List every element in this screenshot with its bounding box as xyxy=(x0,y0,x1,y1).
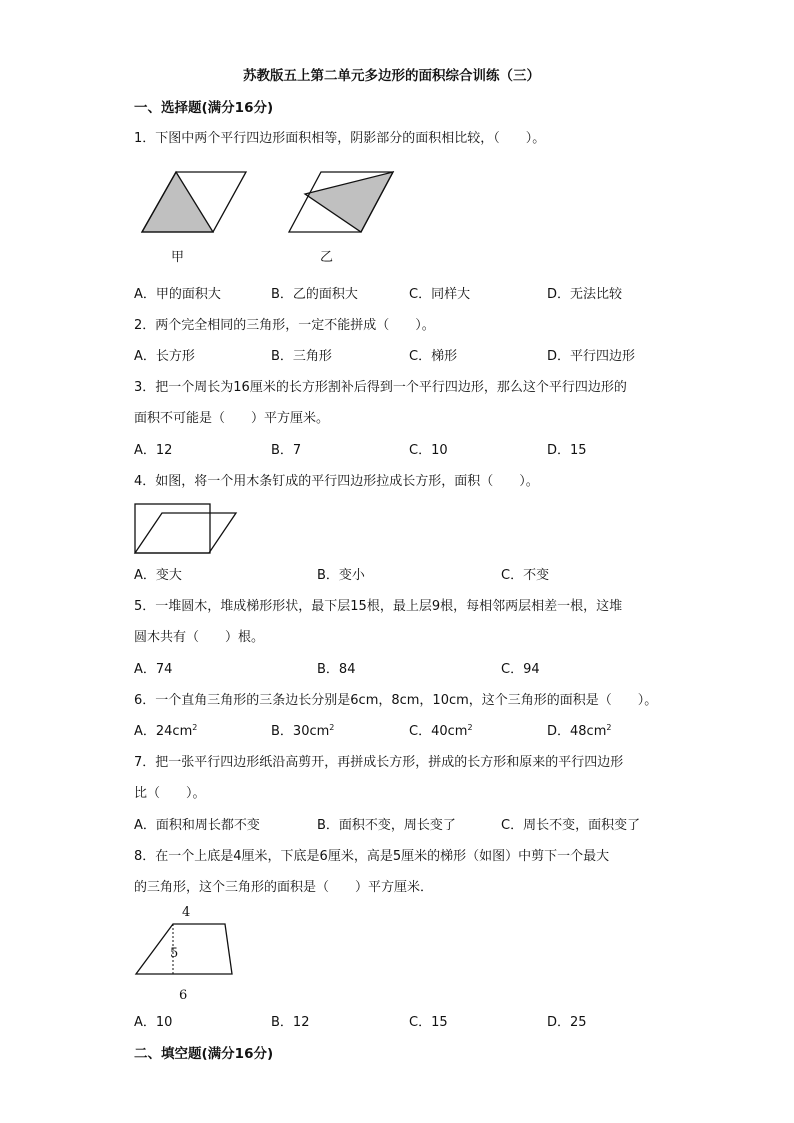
q1-a-shaded-triangle xyxy=(142,172,213,232)
q2-option-a[interactable]: A．长方形 xyxy=(134,349,195,364)
q1-figure-a xyxy=(140,170,250,236)
q4-rectangle xyxy=(135,504,210,553)
q6-option-c[interactable]: C．$40cm^2$ xyxy=(409,723,473,739)
q8-option-b[interactable]: B．12 xyxy=(271,1015,310,1030)
q8-figure-height-label: 5 xyxy=(170,946,179,961)
page-title: 苏教版五上第二单元多边形的面积综合训练（三） xyxy=(243,68,540,84)
section-heading-choice: 一、选择题(满分16分) xyxy=(134,100,274,116)
q3-stem-line1: 3．把一个周长为16厘米的长方形割补后得到一个平行四边形，那么这个平行四边形的 xyxy=(134,380,627,395)
q1-stem: 1．下图中两个平行四边形面积相等，阴影部分的面积相比较，（ ）。 xyxy=(134,131,546,146)
q7-option-a[interactable]: A．面积和周长都不变 xyxy=(134,818,260,833)
q5-stem-line1: 5．一堆圆木，堆成梯形形状，最下层15根，最上层9根，每相邻两层相差一根，这堆 xyxy=(134,599,623,614)
q6-option-d[interactable]: D．$48cm^2$ xyxy=(547,723,612,739)
section-heading-fill-in: 二、填空题(满分16分) xyxy=(134,1046,274,1062)
q1-option-a[interactable]: A．甲的面积大 xyxy=(134,287,221,302)
q4-stem: 4．如图，将一个用木条钉成的平行四边形拉成长方形，面积（ ）。 xyxy=(134,474,539,489)
q6-stem: 6．一个直角三角形的三条边长分别是6cm，8cm，10cm，这个三角形的面积是（ ）。 xyxy=(134,693,658,708)
q4-parallelogram xyxy=(135,513,236,553)
q8-stem-line2: 的三角形，这个三角形的面积是（ ）平方厘米． xyxy=(134,880,434,895)
q2-option-d[interactable]: D．平行四边形 xyxy=(547,349,636,364)
q8-figure-bottom-label: 6 xyxy=(179,988,188,1003)
q8-option-d[interactable]: D．25 xyxy=(547,1015,587,1030)
q1-b-shaded-triangle xyxy=(305,172,393,232)
q6-option-a[interactable]: A．$24cm^2$ xyxy=(134,723,198,739)
q8-figure xyxy=(135,922,235,976)
q3-option-b[interactable]: B．7 xyxy=(271,443,302,458)
q6-option-b[interactable]: B．$30cm^2$ xyxy=(271,723,335,739)
q2-option-c[interactable]: C．梯形 xyxy=(409,349,458,364)
q3-option-a[interactable]: A．12 xyxy=(134,443,173,458)
q5-option-c[interactable]: C．94 xyxy=(501,662,540,677)
q7-option-c[interactable]: C．周长不变，面积变了 xyxy=(501,818,641,833)
q7-option-b[interactable]: B．面积不变，周长变了 xyxy=(317,818,456,833)
q5-option-b[interactable]: B．84 xyxy=(317,662,356,677)
q1-option-d[interactable]: D．无法比较 xyxy=(547,287,623,302)
q4-option-c[interactable]: C．不变 xyxy=(501,568,550,583)
q2-option-b[interactable]: B．三角形 xyxy=(271,349,332,364)
q1-figure-label-b: 乙 xyxy=(320,250,334,265)
q5-stem-line2: 圆木共有（ ）根。 xyxy=(134,630,265,645)
q8-trapezoid xyxy=(136,924,232,974)
q3-option-c[interactable]: C．10 xyxy=(409,443,448,458)
q1-option-c[interactable]: C．同样大 xyxy=(409,287,471,302)
q1-figure-label-a: 甲 xyxy=(171,250,185,265)
q8-option-c[interactable]: C．15 xyxy=(409,1015,448,1030)
q1-option-b[interactable]: B．乙的面积大 xyxy=(271,287,358,302)
q8-stem-line1: 8．在一个上底是4厘米，下底是6厘米，高是5厘米的梯形（如图）中剪下一个最大 xyxy=(134,849,610,864)
q7-stem-line1: 7．把一张平行四边形纸沿高剪开，再拼成长方形，拼成的长方形和原来的平行四边形 xyxy=(134,755,624,770)
q3-option-d[interactable]: D．15 xyxy=(547,443,587,458)
q4-option-a[interactable]: A．变大 xyxy=(134,568,182,583)
q4-option-b[interactable]: B．变小 xyxy=(317,568,365,583)
q5-option-a[interactable]: A．74 xyxy=(134,662,173,677)
q3-stem-line2: 面积不可能是（ ）平方厘米。 xyxy=(134,411,330,426)
q8-figure-top-label: 4 xyxy=(182,905,191,920)
q7-stem-line2: 比（ ）。 xyxy=(134,786,206,801)
q4-figure xyxy=(134,502,238,556)
q8-option-a[interactable]: A．10 xyxy=(134,1015,173,1030)
q2-stem: 2．两个完全相同的三角形，一定不能拼成（ ）。 xyxy=(134,318,435,333)
q1-figure-b xyxy=(287,170,399,236)
